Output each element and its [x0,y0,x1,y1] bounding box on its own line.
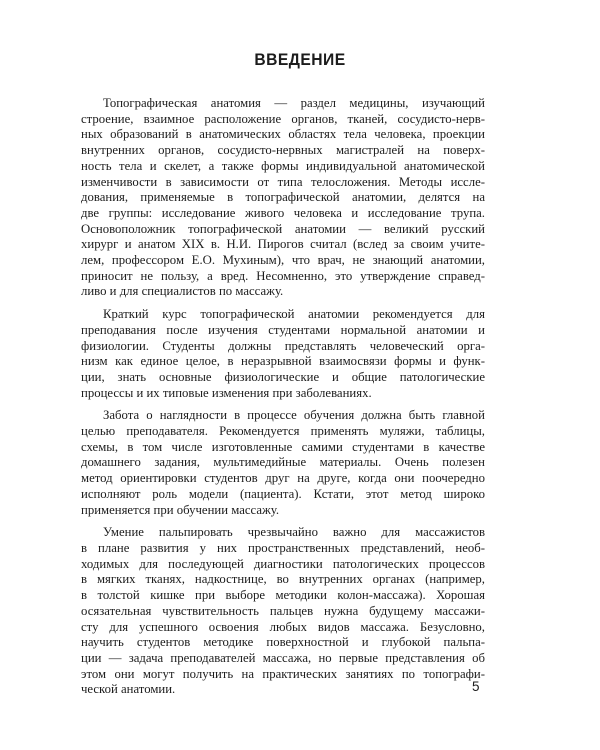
text-line: применяется при обучении массажу. [81,502,280,517]
text-line: ливо и для специалистов по массажу. [81,284,284,299]
paragraph-4 [81,525,485,698]
text-line: исполняют роль модели (пациента). Кстати, этот метод широко [81,486,485,501]
text-line: изменчивости в зависимости от типа телосложения. Методы иссле- [81,174,485,189]
text-line: этом они могут получить на практических занятиях по топографи- [81,666,485,681]
text-line: преподавания после изучения студентами нормальной анатомии и [81,322,485,337]
text-line: внутренних органов, сосудисто-нервных магистралей на поверх- [81,143,485,158]
text-line: в мягких тканях, надкостнице, во внутренних органах (например, [81,572,485,587]
text-line: Топографическая анатомия — раздел медицины, изучающий [103,96,485,110]
paragraph-3 [81,408,485,518]
text-line: ходимых для последующей диагностики патологических процессов [81,556,485,571]
text-line: сту для успешного освоения любых видов массажа. Безусловно, [81,619,485,634]
text-line: Основоположник топографической анатомии — великий русский [81,221,485,236]
text-line: низм как единое целое, в неразрывной взаимосвязи формы и функ- [81,354,485,369]
text-line: физиологии. Студенты должны представлять человеческий орга- [81,338,485,353]
text-line: в толстой кишке при выборе методики колон-массажа). Хорошая [81,588,485,603]
body-text [81,96,485,705]
text-line: Умение пальпировать чрезвычайно важно для массажистов [103,525,485,540]
text-line: ческой анатомии. [81,682,176,697]
text-line: две группы: исследование живого человека и исследование трупа. [81,205,485,220]
text-line: приносит не пользу, а вред. Несомненно, это утверждение справед- [81,268,485,283]
page-number: 5 [472,679,480,694]
text-line: строение, взаимное расположение органов, тканей, сосудисто-нерв- [81,111,485,126]
text-line: в плане развития у них пространственных представлений, необ- [81,540,485,555]
text-line: домашнего задания, мультимедийные материалы. Очень полезен [81,455,485,470]
text-line: лем, профессором Е.О. Мухиным), что врач, не знающий анатомии, [81,253,485,268]
page-title: ВВЕДЕНИЕ [254,50,346,69]
text-line: научить студентов методике поверхностной и глубокой пальпа- [81,635,485,650]
text-line: осязательная чувствительность пальцев нужна будущему массажи- [81,603,485,618]
text-line: метод ориентировки студентов друг на друге, когда они поочередно [81,471,485,486]
paragraph-1 [81,96,485,300]
text-line: дования, применяемые в топографической анатомии, делятся на [81,190,485,205]
text-line: процессы и их типовые изменения при заболеваниях. [81,385,372,400]
text-line: схемы, в том числе изготовленные самими студентами в качестве [81,439,485,454]
text-line: хирург и анатом XIX в. Н.И. Пирогов считал (вслед за своим учите- [81,237,485,252]
text-line: ции — задача преподавателей массажа, но первые представления об [81,650,485,665]
text-line: ных образований в анатомических областях тела человека, проекции [81,127,485,142]
text-line: ции, знать основные физиологические и общие патологические [81,369,485,384]
paragraph-2 [81,307,485,401]
text-line: Забота о наглядности в процессе обучения должна быть главной [103,408,485,423]
text-line: Краткий курс топографической анатомии рекомендуется для [103,307,485,322]
text-line: ность тела и скелет, а также формы индивидуальной анатомической [81,158,485,173]
text-line: целью преподавателя. Рекомендуется применять муляжи, таблицы, [81,424,485,439]
